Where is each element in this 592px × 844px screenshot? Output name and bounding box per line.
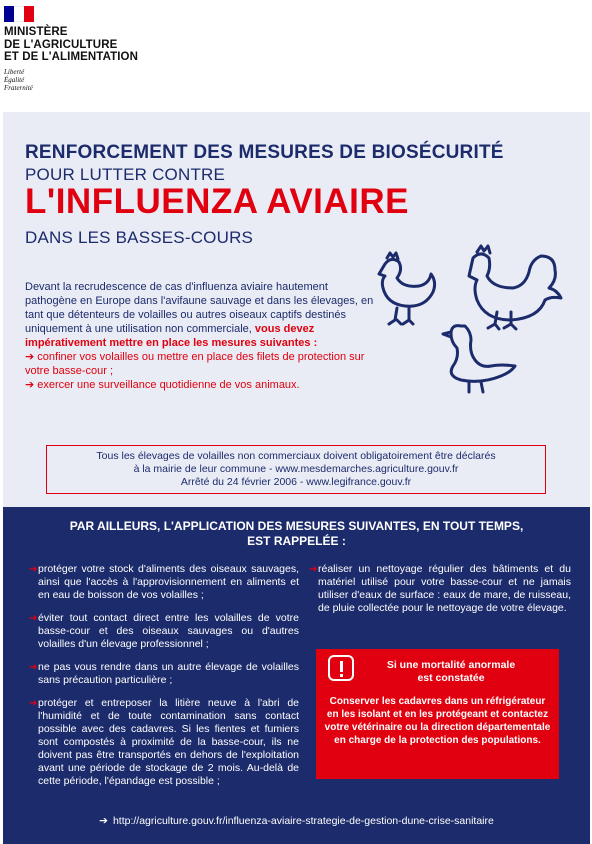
motto-line: Égalité (4, 76, 25, 84)
ministry-line: ET DE L'ALIMENTATION (4, 51, 138, 63)
info-link[interactable]: http://agriculture.gouv.fr/influenza-aviaire-strategie-de-gestion-dune-crise-sanitaire (112, 815, 494, 827)
title-line-1: RENFORCEMENT DES MESURES DE BIOSÉCURITÉ (25, 142, 504, 163)
alert-heading (356, 659, 546, 685)
notice-line: Arrêté du 24 février 2006 - www.legifrance.gouv.fr (180, 476, 412, 488)
measure-text: ne pas vous rendre dans un autre élevage de volailles sans précaution particulière ; (38, 661, 299, 686)
motto-line: Fraternité (4, 84, 33, 92)
measures-title-line: EST RAPPELÉE : (247, 534, 346, 548)
intro-bullet-text: exercer une surveillance quotidienne de vos animaux. (37, 379, 300, 391)
declaration-notice (46, 445, 546, 494)
measure-item (29, 661, 299, 687)
arrow-icon: ➔ (29, 698, 38, 709)
info-link-row[interactable] (3, 815, 590, 827)
intro-bullet-text: confiner vos volailles ou mettre en place des filets de protection sur votre basse-cour ; (25, 351, 365, 377)
measure-text: protéger votre stock d'aliments des oiseaux sauvages, ainsi que l'accès à l'approvisionnement en aliments et en eau de boisson de vos volailles ; (38, 563, 299, 601)
measures-right-column (309, 563, 571, 625)
measure-item (29, 697, 299, 788)
alert-heading-line: Si une mortalité anormale (386, 659, 516, 671)
exclamation-icon (328, 655, 354, 681)
alert-body: Conserver les cadavres dans un réfrigérateur en les isolant et en les protégeant et contactez votre vétérinaire ou la direction départementale en charge de la protection des populations. (324, 696, 551, 746)
mortality-alert-box (316, 649, 559, 779)
notice-line: à la mairie de leur commune - www.mesdemarches.agriculture.gouv.fr (133, 463, 459, 475)
intro-emphasis: vous devez impérativement mettre en place les mesures suivantes : (25, 323, 318, 349)
ministry-line: MINISTÈRE (4, 26, 68, 38)
ministry-name (4, 26, 138, 64)
intro-paragraph (25, 280, 375, 392)
measures-title (3, 519, 590, 549)
measure-text: éviter tout contact direct entre les volailles de votre basse-cour et des oiseaux sauvages ou d'autres volailles d'un élevage professionnel ; (38, 612, 299, 650)
title-line-4: DANS LES BASSES-COURS (25, 228, 254, 247)
arrow-icon: ➔ (29, 662, 38, 673)
measures-left-column (29, 563, 299, 798)
arrow-icon: ➔ (25, 379, 38, 391)
measure-text: protéger et entreposer la litière neuve à l'abri de l'humidité et de toute contamination sans contact possible avec des cadavres. Si les fientes et fumiers sont compostés à proximité de la basse-cour, ils ne doivent pas être transportés en dehors de l'exploitation avant une période de stockage de 2 mois. Au-delà de cette période, l'épandage est possible ; (38, 697, 299, 787)
motto-line: Liberté (4, 68, 25, 76)
goose-icon (443, 326, 515, 392)
rooster-icon (469, 246, 561, 329)
ministry-line: DE L'AGRICULTURE (4, 38, 118, 51)
intro-bullet (25, 378, 375, 392)
french-flag-logo (4, 6, 34, 22)
poultry-illustration-icon (365, 244, 565, 394)
notice-line: Tous les élevages de volailles non commerciaux doivent obligatoirement être déclarés (96, 450, 496, 462)
measure-item (309, 563, 571, 615)
arrow-icon: ➔ (29, 564, 38, 575)
measures-title-line: PAR AILLEURS, L'APPLICATION DES MESURES SUIVANTES, EN TOUT TEMPS, (69, 519, 524, 533)
arrow-right-icon: ➔ (99, 815, 108, 827)
arrow-icon: ➔ (25, 351, 38, 363)
measure-item (29, 612, 299, 651)
measures-section (3, 507, 590, 844)
intro-text: Devant la recrudescence de cas d'influenza aviaire hautement pathogène en Europe dans l'avifaune sauvage et dans les élevages, en tant que détenteurs de volailles ou autres oiseaux captifs destinés uniquement à une utilisation non commerciale, (25, 281, 374, 335)
header (0, 0, 592, 112)
measure-item (29, 563, 299, 602)
title-line-2: POUR LUTTER CONTRE (25, 165, 226, 184)
republic-motto (4, 68, 33, 92)
alert-heading-line: est constatée (417, 672, 485, 684)
title-main: L'INFLUENZA AVIAIRE (25, 182, 410, 221)
hen-icon (379, 253, 435, 324)
main-panel (3, 112, 590, 507)
arrow-icon: ➔ (29, 613, 38, 624)
measure-text: réaliser un nettoyage régulier des bâtiments et du matériel utilisé pour votre basse-cour et ne jamais utiliser d'eaux de surface : eaux de mare, de ruisseau, de pluie collectée pour le nettoyage de votre élevage. (318, 563, 571, 614)
intro-bullet (25, 350, 375, 378)
arrow-icon: ➔ (309, 564, 318, 575)
